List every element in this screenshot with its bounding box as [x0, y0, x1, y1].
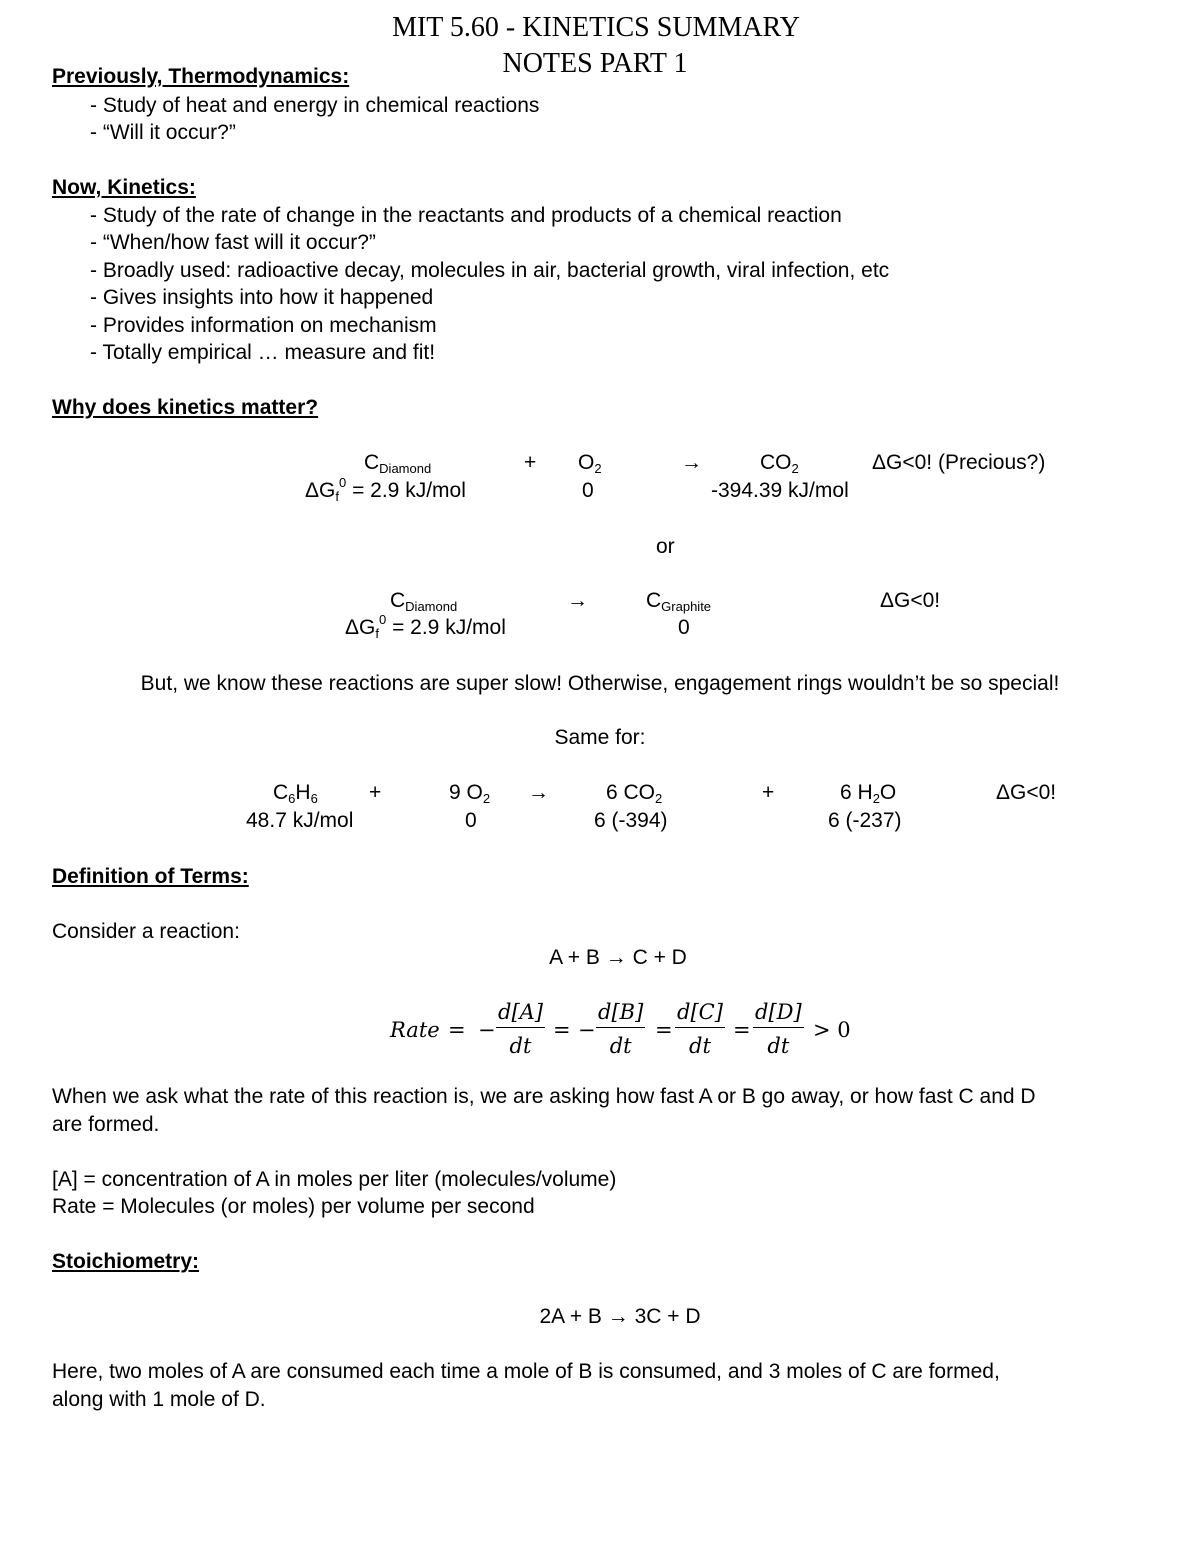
page-title: MIT 5.60 - KINETICS SUMMARY [392, 12, 800, 43]
r1-o-value: 0 [582, 479, 594, 502]
stoichiometry-paragraph-line2: along with 1 mole of D. [52, 1388, 266, 1411]
consider-text: Consider a reaction: [52, 920, 240, 943]
stoichiometry-reaction: 2A + B → 3C + D [539, 1305, 701, 1328]
kinetics-bullet: - Provides information on mechanism [90, 314, 437, 337]
greater-than-zero: > 0 [813, 1018, 851, 1042]
fraction-dA [496, 1000, 545, 1058]
r2-graphite-value: 0 [678, 616, 690, 639]
minus-sign: − [578, 1018, 596, 1042]
kinetics-heading: Now, Kinetics: [52, 176, 196, 199]
rate-paragraph-line1: When we ask what the rate of this reaction is, we are asking how fast A or B go away, or how fast C and D [52, 1085, 1036, 1108]
fraction-dB [596, 1000, 645, 1058]
stoichiometry-heading: Stoichiometry: [52, 1250, 200, 1273]
thermo-bullet: - Study of heat and energy in chemical reactions [90, 94, 540, 117]
kinetics-bullet: - Gives insights into how it happened [90, 286, 434, 309]
r3-benzene: $C_6H_6$ [273, 781, 318, 806]
r1-co2-value: -394.39 kJ/mol [711, 479, 849, 502]
r2-graphite: $C_{Graphite}$ [646, 589, 712, 614]
r1-plus: + [524, 451, 537, 474]
r1-dgf: $\Delta G_f^0 = 2.9$ kJ/mol [305, 475, 466, 504]
kinetics-bullet: - “When/how fast will it occur?” [90, 231, 376, 254]
fraction-dC [675, 1000, 725, 1058]
numerator: d[B] [596, 1000, 645, 1028]
r2-diamond: $C_{Diamond}$ [390, 589, 458, 614]
but-text: But, we know these reactions are super slow! Otherwise, engagement rings wouldn’t be so special! [140, 672, 1060, 695]
thermo-heading: Previously, Thermodynamics: [52, 65, 350, 88]
r3-oxygen: 9 $O_2$ [449, 781, 491, 806]
numerator: d[D] [753, 1000, 804, 1028]
rate-paragraph-line2: are formed. [52, 1113, 160, 1136]
r3-oxygen-value: 0 [465, 809, 477, 832]
stoichiometry-paragraph-line1: Here, two moles of A are consumed each time a mole of B is consumed, and 3 moles of C are formed, [52, 1360, 1000, 1383]
rate-equals: = [448, 1018, 466, 1042]
r3-benzene-value: 48.7 kJ/mol [246, 809, 354, 832]
equals-sign: = [553, 1018, 571, 1042]
kinetics-bullet: - Study of the rate of change in the reactants and products of a chemical reaction [90, 204, 842, 227]
rate-label: Rate [390, 1018, 440, 1042]
thermo-bullet: - “Will it occur?” [90, 121, 236, 144]
r2-dg: ΔG<0! [880, 589, 941, 612]
minus-sign: − [478, 1018, 496, 1042]
r1-co2: $CO_2$ [760, 451, 799, 476]
rate-definition: Rate = Molecules (or moles) per volume per second [52, 1195, 535, 1218]
fraction-dD [753, 1000, 804, 1058]
r3-dg: ΔG<0! [996, 781, 1057, 804]
denominator: dt [767, 1034, 790, 1058]
kinetics-bullet: - Totally empirical … measure and fit! [90, 341, 436, 364]
r2-arrow: → [567, 589, 588, 612]
denominator: dt [689, 1034, 711, 1058]
kinetics-bullet: - Broadly used: radioactive decay, molecules in air, bacterial growth, viral infection, etc [90, 259, 890, 282]
r1-diamond: $C_{Diamond}$ [364, 451, 432, 476]
r3-co2-value: 6 (-394) [594, 809, 668, 832]
same-for-text: Same for: [554, 726, 646, 749]
why-heading: Why does kinetics matter? [52, 396, 319, 419]
concentration-definition: [A] = concentration of A in moles per liter (molecules/volume) [52, 1168, 617, 1191]
r3-water: 6 $H_2O$ [840, 781, 897, 806]
equals-sign: = [733, 1018, 751, 1042]
r3-plus1: + [369, 781, 382, 804]
r3-plus2: + [762, 781, 775, 804]
r3-arrow: → [528, 781, 549, 804]
definitions-heading: Definition of Terms: [52, 865, 249, 888]
denominator: dt [509, 1034, 532, 1058]
page-subtitle: NOTES PART 1 [502, 48, 688, 79]
r3-co2: 6 $CO_2$ [606, 781, 663, 806]
r1-dg: ΔG<0! (Precious?) [872, 451, 1046, 474]
numerator: d[A] [496, 1000, 545, 1028]
r2-dgf: $\Delta G_f^0 = 2.9$ kJ/mol [345, 612, 506, 641]
or-text: or [656, 535, 675, 558]
definition-reaction: A + B → C + D [549, 946, 687, 969]
r1-arrow: → [681, 451, 702, 474]
equals-sign: = [655, 1018, 673, 1042]
numerator: d[C] [675, 1000, 725, 1028]
r3-water-value: 6 (-237) [828, 809, 902, 832]
r1-oxygen: $O_2$ [578, 451, 602, 476]
denominator: dt [609, 1034, 632, 1058]
